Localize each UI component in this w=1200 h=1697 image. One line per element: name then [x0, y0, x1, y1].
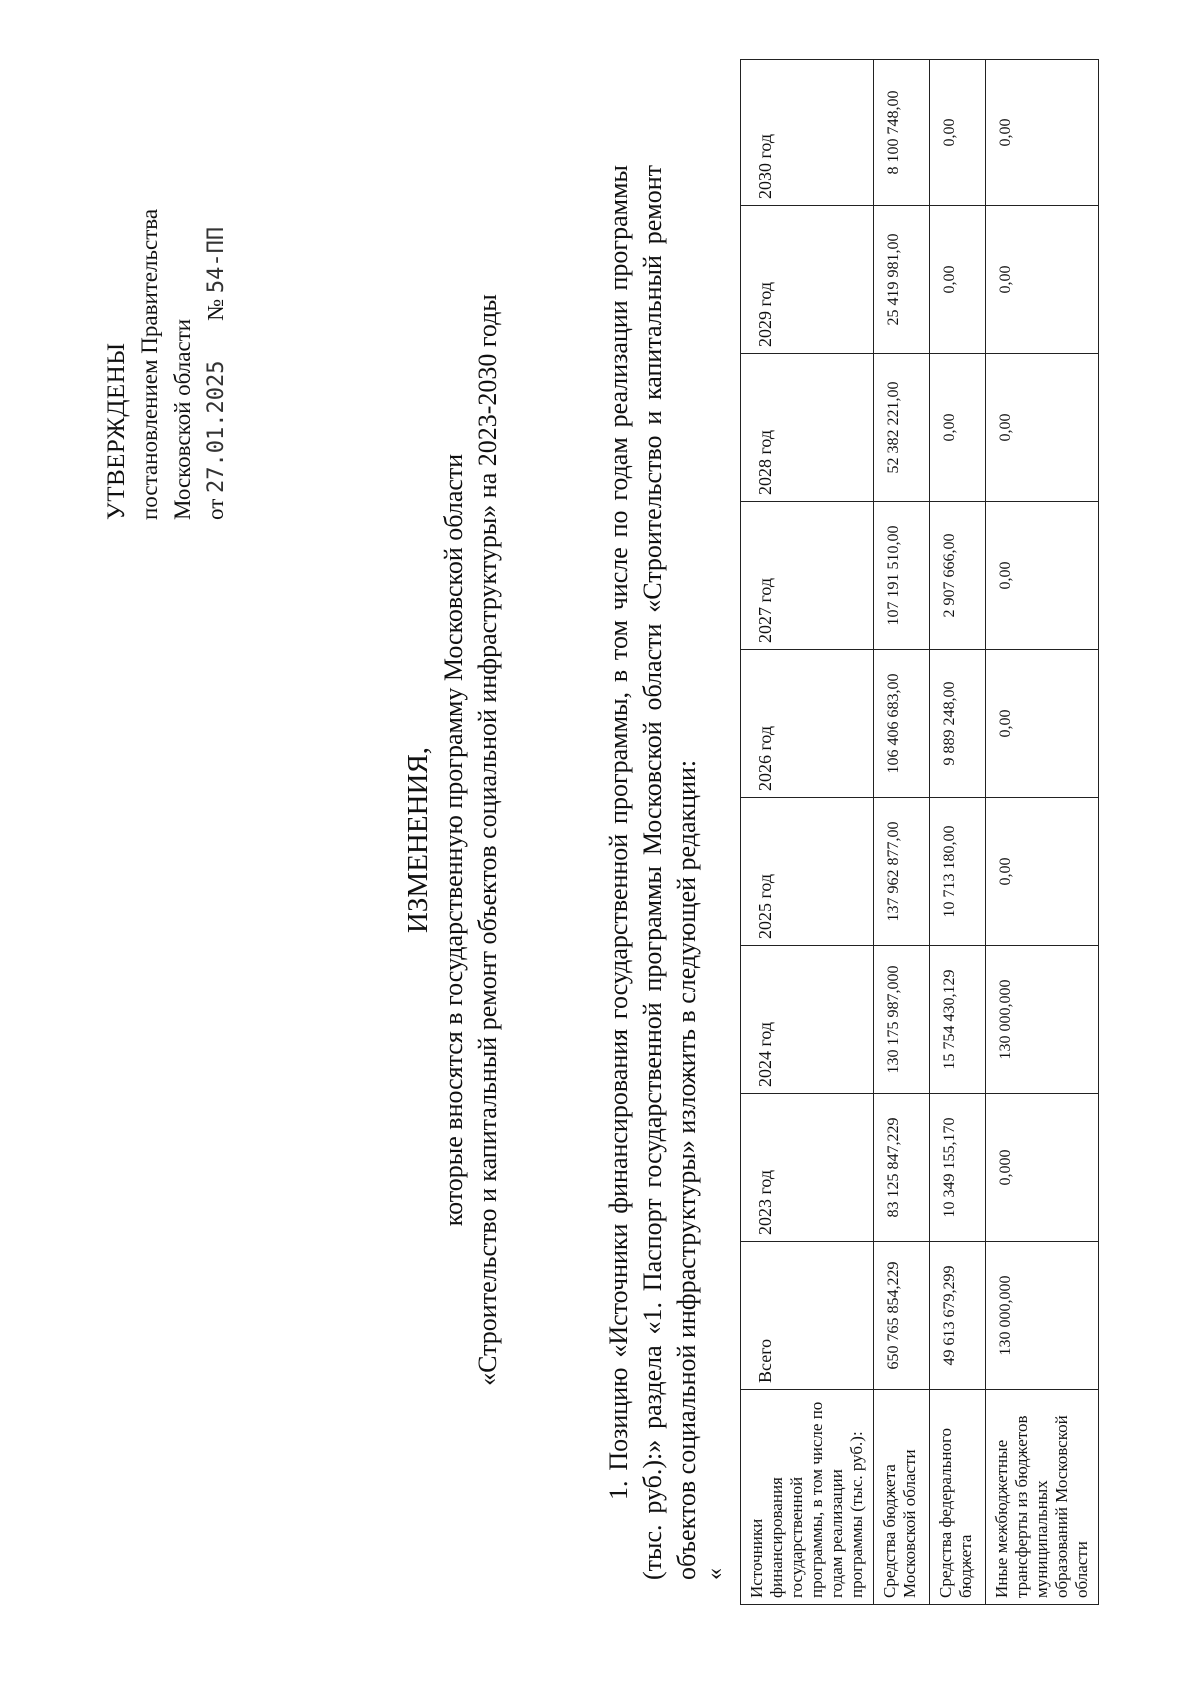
table-row-label: Иные межбюджетные трансферты из бюджетов муниципальных образований Московской области — [986, 1390, 1099, 1605]
approval-date-line — [199, 100, 233, 520]
table-header-cell: 2025 год — [741, 798, 874, 946]
table-header-cell: Источники финансирования государственной программы, в том числе по годам реализации программы (тыс. руб.): — [741, 1390, 874, 1605]
table-cell: 25 419 981,00 — [874, 206, 930, 354]
table-cell: 10 713 180,00 — [930, 798, 986, 946]
approval-line-1: постановлением Правительства — [137, 208, 162, 520]
table-cell: 137 962 877,00 — [874, 798, 930, 946]
approval-title: УТВЕРЖДЕНЫ — [103, 342, 130, 520]
document-page — [50, 40, 1150, 1640]
table-cell: 2 907 666,00 — [930, 502, 986, 650]
table-cell: 0,00 — [986, 60, 1099, 206]
table-header-cell: Всего — [741, 1242, 874, 1390]
table-cell: 0,00 — [930, 206, 986, 354]
paragraph-line-3: объектов социальной инфраструктуры» изложить в следующей редакции: — [672, 759, 701, 1580]
table-cell: 8 100 748,00 — [874, 60, 930, 206]
table-header-cell: 2024 год — [741, 946, 874, 1094]
paragraph-line-2: (тыс. руб.):» раздела «1. Паспорт государственной программы Московской области «Строительство и капитальный ремонт — [638, 165, 667, 1580]
table-cell: 0,00 — [986, 502, 1099, 650]
table-cell: 0,00 — [930, 60, 986, 206]
table-cell: 15 754 430,129 — [930, 946, 986, 1094]
table-cell: 650 765 854,229 — [874, 1242, 930, 1390]
table-header-cell: 2026 год — [741, 650, 874, 798]
table-header-cell: 2029 год — [741, 206, 874, 354]
approval-stamp — [100, 100, 233, 520]
table-row-label: Средства федерального бюджета — [930, 1390, 986, 1605]
document-subtitle-2: «Строительство и капитальный ремонт объектов социальной инфраструктуры» на 2023-2030 годы — [473, 294, 502, 1386]
approval-number: 54-ПП — [204, 226, 229, 294]
financing-table — [740, 59, 1099, 1605]
table-header-cell: 2030 год — [741, 60, 874, 206]
table-cell: 52 382 221,00 — [874, 354, 930, 502]
table-cell: 49 613 679,299 — [930, 1242, 986, 1390]
open-quote: « — [702, 1568, 728, 1580]
table-row — [874, 60, 930, 1605]
table-row-label: Средства бюджета Московской области — [874, 1390, 930, 1605]
table-cell: 130 000,000 — [986, 946, 1099, 1094]
document-title: ИЗМЕНЕНИЯ, — [402, 746, 434, 934]
table-cell: 0,000 — [986, 1094, 1099, 1242]
table-cell: 0,00 — [986, 206, 1099, 354]
approval-line-2: Московской области — [170, 318, 195, 520]
table-cell: 107 191 510,00 — [874, 502, 930, 650]
table-cell: 10 349 155,170 — [930, 1094, 986, 1242]
document-subtitle-1: которые вносятся в государственную программу Московской области — [439, 453, 468, 1227]
table-cell: 83 125 847,229 — [874, 1094, 930, 1242]
table-cell: 0,00 — [986, 354, 1099, 502]
table-cell: 106 406 683,00 — [874, 650, 930, 798]
approval-date-prefix: от — [203, 498, 228, 520]
table-cell: 0,00 — [986, 650, 1099, 798]
table-cell: 9 889 248,00 — [930, 650, 986, 798]
table-header-cell: 2028 год — [741, 354, 874, 502]
paragraph-line-1: 1. Позицию «Источники финансирования государственной программы, в том числе по годам реализации программы — [604, 165, 633, 1500]
table-row — [986, 60, 1099, 1605]
table-cell: 0,00 — [986, 798, 1099, 946]
table-cell: 130 000,000 — [986, 1242, 1099, 1390]
table-header-cell: 2023 год — [741, 1094, 874, 1242]
table-cell: 130 175 987,000 — [874, 946, 930, 1094]
table-cell: 0,00 — [930, 354, 986, 502]
table-header-row — [741, 60, 874, 1605]
approval-number-sign: № — [203, 298, 228, 321]
table-header-cell: 2027 год — [741, 502, 874, 650]
table-row — [930, 60, 986, 1605]
approval-date: 27.01.2025 — [204, 360, 229, 493]
